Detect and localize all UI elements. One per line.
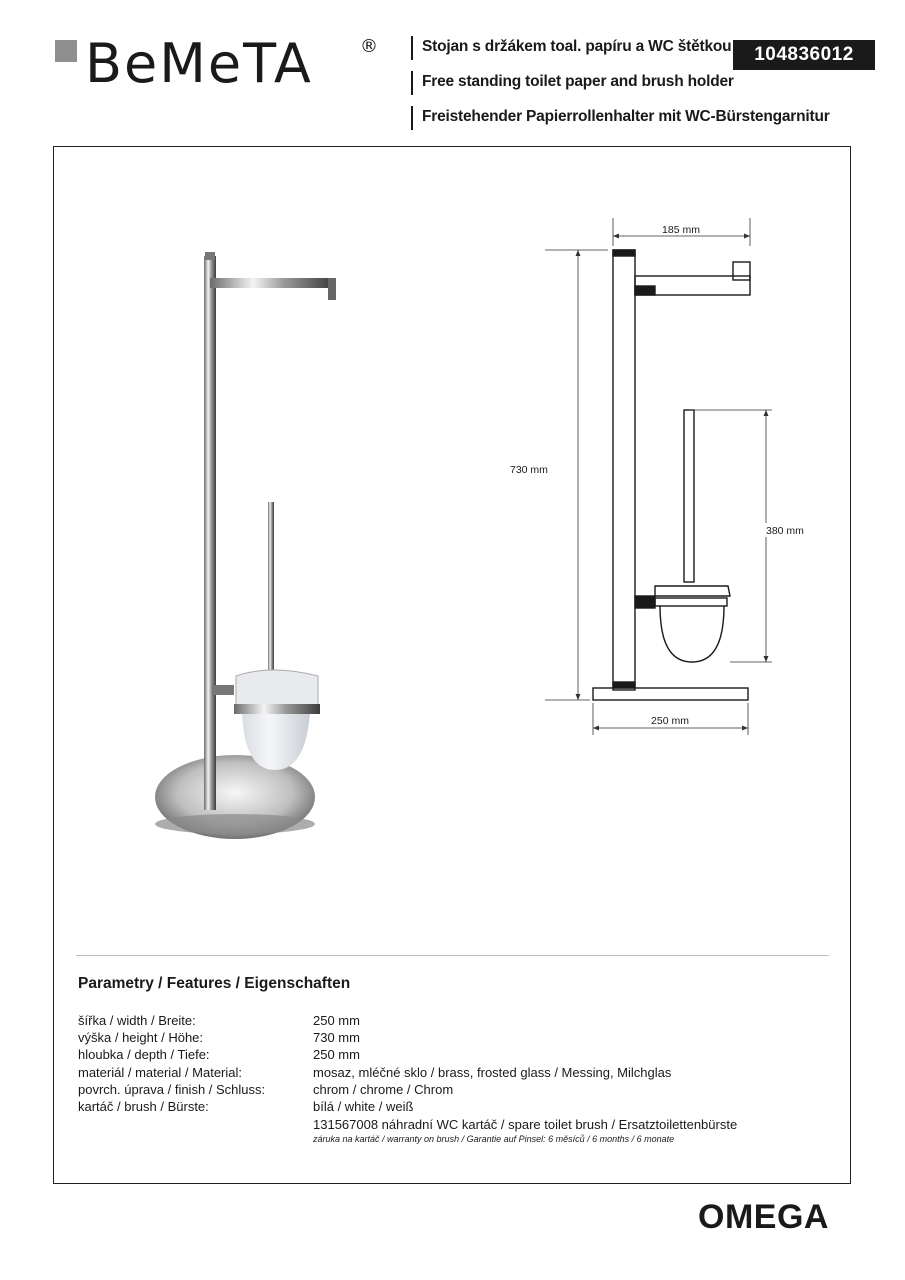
spec-value: chrom / chrome / Chrom [313,1082,454,1097]
spare-part: 131567008 náhradní WC kartáč / spare toilet brush / Ersatztoilettenbürste [313,1117,738,1132]
spec-label: kartáč / brush / Bürste: [78,1099,209,1114]
dim-brush-height: 380 mm [766,525,804,537]
dim-base-width: 250 mm [651,715,689,727]
header-divider [411,71,413,95]
drawing-brush-handle [684,410,694,582]
features-title: Parametry / Features / Eigenschaften [78,975,351,992]
brand-name: BeMeTA [85,32,313,95]
product-photo [150,250,350,850]
series-name: OMEGA [698,1198,829,1236]
spec-label: materiál / material / Material: [78,1065,242,1080]
spec-label: výška / height / Höhe: [78,1030,204,1045]
product-code: 104836012 [733,40,875,70]
spec-value: bílá / white / weiß [313,1099,414,1114]
product-title-en: Free standing toilet paper and brush holder [422,73,734,90]
product-title-cz: Stojan s držákem toal. papíru a WC štětkou [422,38,732,55]
drawing-pole [613,250,635,690]
spec-label: hloubka / depth / Tiefe: [78,1047,210,1062]
arm-end [328,278,336,300]
section-divider [76,955,829,956]
dim-width-top: 185 mm [662,224,700,236]
brush-handle [268,502,274,672]
spec-value: 250 mm [313,1013,360,1028]
logo-square-mark [55,40,77,62]
spec-label: šířka / width / Breite: [78,1013,196,1028]
drawing-glass-cup [660,606,724,662]
spec-label: povrch. úprava / finish / Schluss: [78,1082,266,1097]
spec-value: 730 mm [313,1030,360,1045]
paper-arm [210,278,333,288]
product-title-de: Freistehender Papierrollenhalter mit WC-Bürstengarnitur [422,108,830,125]
brand-logo [55,32,385,98]
technical-drawing [510,210,830,750]
header-divider [411,106,413,130]
spec-value: 250 mm [313,1047,360,1062]
warranty-note: záruka na kartáč / warranty on brush / Garantie auf Pinsel: 6 měsíců / 6 months / 6 monate [313,1134,675,1144]
brush-bracket [212,685,234,695]
cup-ring [234,704,320,714]
registered-mark: ® [360,36,378,57]
pole [204,256,216,810]
header-divider [411,36,413,60]
dim-height: 730 mm [510,464,548,476]
spec-value: mosaz, mléčné sklo / brass, frosted glass / Messing, Milchglas [313,1065,672,1080]
